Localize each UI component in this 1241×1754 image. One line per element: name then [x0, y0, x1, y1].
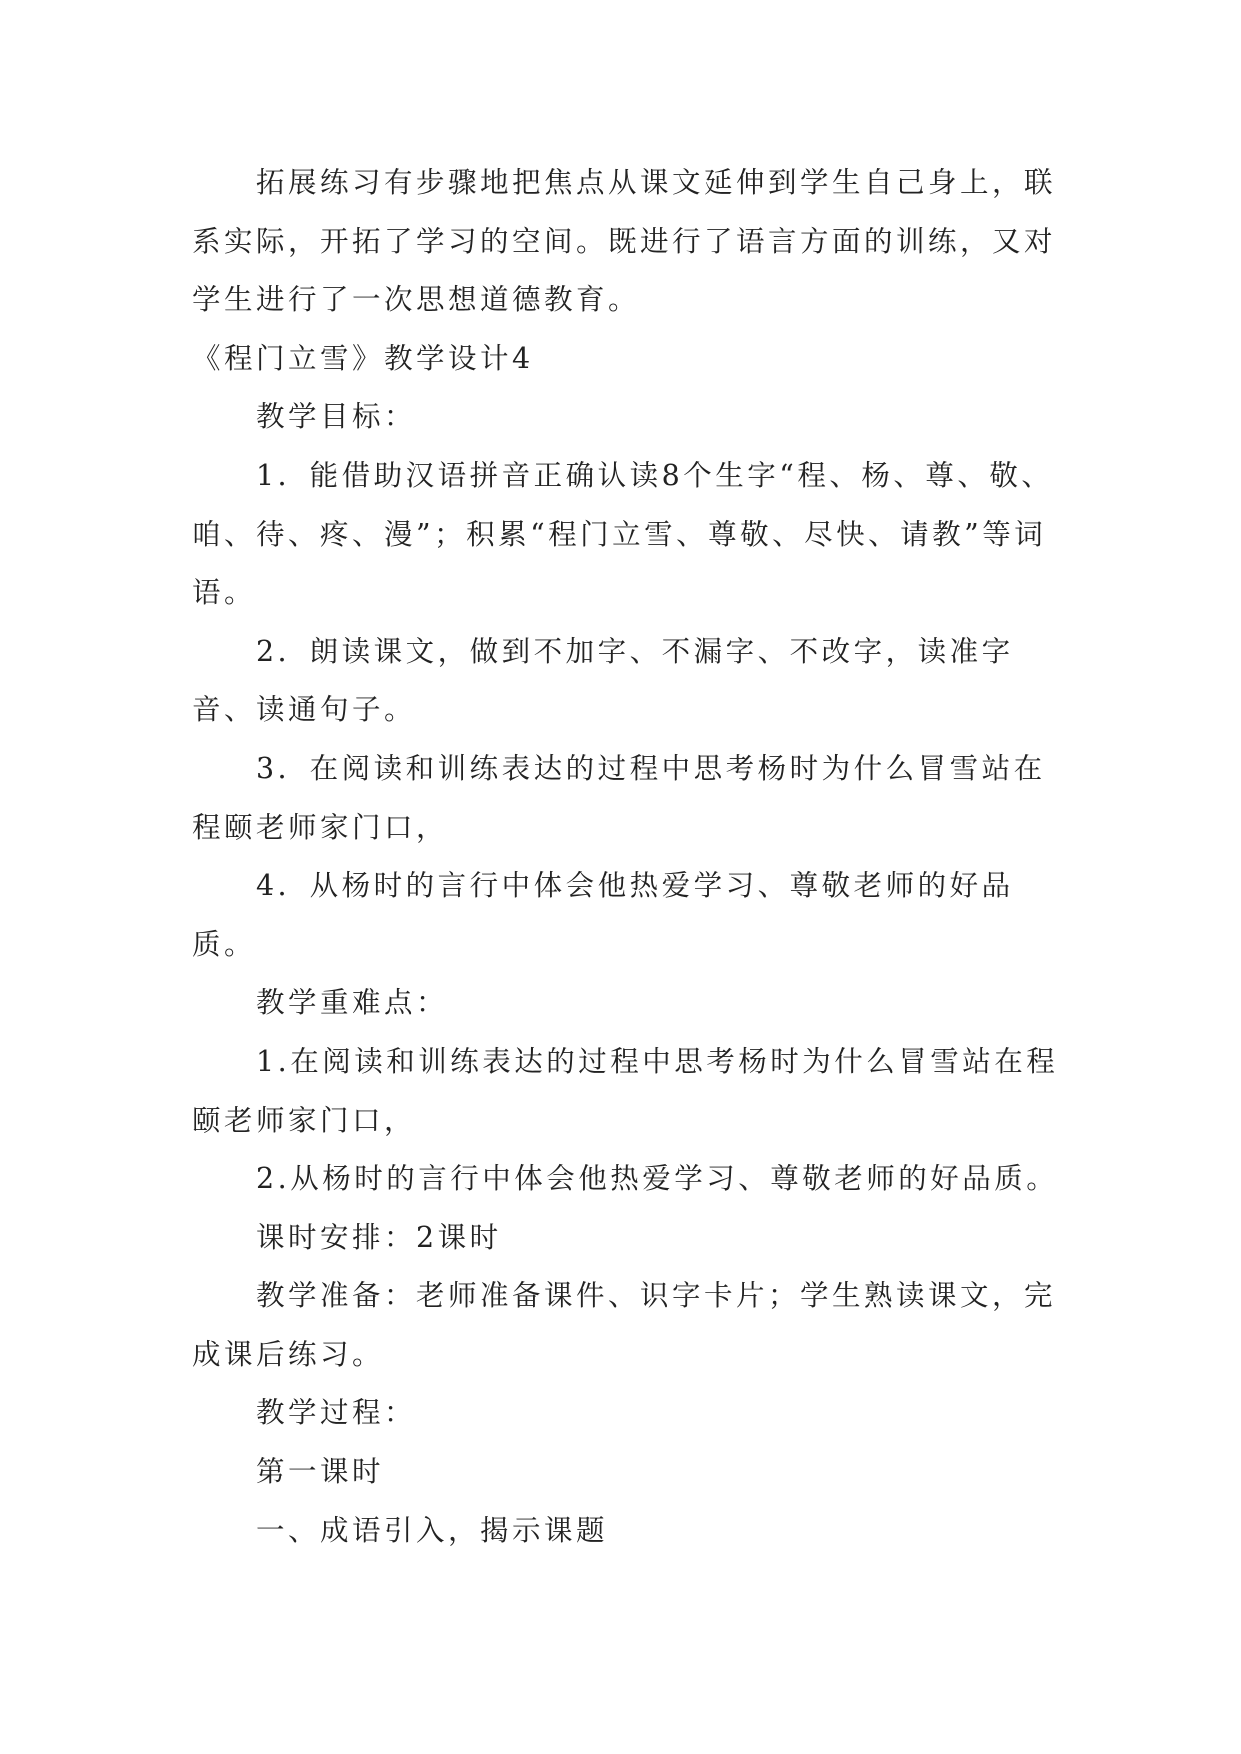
goal-item-1: 1．能借助汉语拼音正确认读8个生字“程、杨、尊、敬、咱、待、疼、漫”；积累“程门立雪、尊敬、尽快、请教”等词语。	[192, 458, 1054, 610]
paragraph-summary: 拓展练习有步骤地把焦点从课文延伸到学生自己身上，联系实际，开拓了学习的空间。既进行了语言方面的训练，又对学生进行了一次思想道德教育。	[192, 166, 1057, 317]
section-title: 《程门立雪》教学设计4	[192, 341, 534, 375]
class-schedule: 课时安排：2课时	[256, 1220, 502, 1254]
goal-item-4: 4．从杨时的言行中体会他热爱学习、尊敬老师的好品质。	[192, 869, 1014, 961]
heading-teaching-process: 教学过程：	[256, 1396, 417, 1430]
heading-step-one: 一、成语引入，揭示课题	[256, 1513, 609, 1547]
teaching-preparation: 教学准备：老师准备课件、识字卡片；学生熟读课文，完成课后练习。	[192, 1279, 1057, 1371]
document-body	[192, 154, 1062, 1560]
goal-item-2: 2．朗读课文，做到不加字、不漏字、不改字，读准字音、读通句子。	[192, 634, 1014, 727]
goal-item-3: 3．在阅读和训练表达的过程中思考杨时为什么冒雪站在程颐老师家门口，	[192, 751, 1046, 844]
difficulty-item-2: 2.从杨时的言行中体会他热爱学习、尊敬老师的好品质。	[256, 1162, 1059, 1196]
heading-teaching-goals: 教学目标：	[256, 400, 417, 434]
difficulty-item-1: 1.在阅读和训练表达的过程中思考杨时为什么冒雪站在程颐老师家门口，	[192, 1044, 1059, 1137]
heading-key-difficulties: 教学重难点：	[256, 986, 449, 1020]
heading-first-lesson: 第一课时	[256, 1455, 385, 1489]
